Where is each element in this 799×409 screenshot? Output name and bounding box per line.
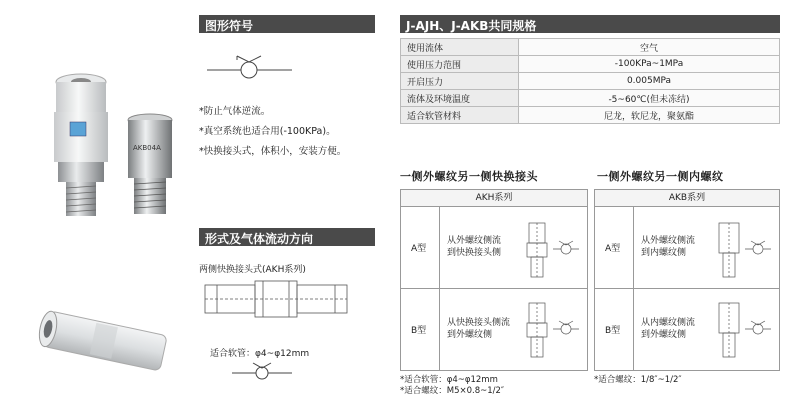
type-label: A型 [411, 244, 427, 254]
symbol-section-title-band [199, 15, 375, 33]
check-valve-symbol-small-icon [232, 360, 292, 384]
spec-label: 使用压力范围 [401, 56, 519, 73]
spec-value: 空气 [519, 39, 780, 56]
flow-section-title-band [199, 228, 375, 246]
akh-notes [400, 375, 504, 397]
product-photo-tube [25, 295, 185, 385]
akh-heading: 一侧外螺纹另一侧快换接头 [400, 170, 538, 183]
akh-cross-section-diagram [203, 279, 349, 319]
spec-value: 尼龙，软尼龙，聚氨酯 [519, 107, 780, 124]
type-label: A型 [605, 244, 621, 254]
table-row [401, 107, 780, 124]
akb-notes [594, 375, 682, 386]
flow-desc: 从快换接头侧流 到外螺纹侧 [447, 318, 511, 340]
akh-row-a [401, 207, 587, 289]
product-photo-akb [120, 110, 180, 220]
bullet-item: *防止气体逆流。 [199, 106, 271, 117]
akh-series-header: AKH系列 [401, 190, 587, 207]
akb-series-header: AKB系列 [595, 190, 779, 207]
spec-label: 开启压力 [401, 73, 519, 90]
akb-series-box [594, 189, 780, 371]
spec-label: 流体及环境温度 [401, 90, 519, 107]
note-item: *适合螺纹：M5×0.8~1/2″ [400, 386, 505, 396]
spec-label: 适合软管材料 [401, 107, 519, 124]
fitting-diagram-icon [517, 301, 583, 361]
spec-value: -100KPa~1MPa [519, 56, 780, 73]
bullet-item: *快换接头式，体积小，安装方便。 [199, 146, 347, 157]
fitting-diagram-icon [709, 221, 775, 281]
note-item: *适合软管：φ4~φ12mm [400, 375, 498, 385]
flow-caption: 两侧快换接头式(AKH系列) [199, 265, 306, 275]
fitting-diagram-icon [517, 221, 583, 281]
check-valve-symbol-icon [207, 52, 292, 88]
table-row [401, 90, 780, 107]
table-row [401, 56, 780, 73]
type-label: B型 [605, 326, 621, 336]
akh-series-box [400, 189, 588, 371]
product-photo-akh [46, 70, 116, 220]
spec-section-title-band [400, 15, 780, 33]
akb-row-b [595, 289, 779, 371]
akh-row-b [401, 289, 587, 371]
akb-row-a [595, 207, 779, 289]
bullet-item: *真空系统也适合用(-100KPa)。 [199, 126, 336, 137]
note-item: *适合螺纹：1/8″~1/2″ [594, 375, 682, 385]
symbol-section-title: 图形符号 [205, 19, 254, 33]
type-label: B型 [411, 326, 427, 336]
flow-desc: 从内螺纹侧流 到外螺纹侧 [641, 318, 696, 340]
fitting-diagram-icon [709, 301, 775, 361]
table-row [401, 39, 780, 56]
flow-desc: 从外螺纹侧流 到内螺纹侧 [641, 236, 696, 258]
flow-desc: 从外螺纹侧流 到快换接头侧 [447, 236, 502, 258]
spec-table [400, 38, 780, 124]
flow-section-title: 形式及气体流动方向 [205, 232, 314, 246]
tube-note: 适合软管：φ4~φ12mm [210, 349, 310, 359]
spec-value: 0.005MPa [519, 73, 780, 90]
akb-heading: 一侧外螺纹另一侧内螺纹 [597, 170, 724, 183]
symbol-bullets [199, 102, 346, 162]
spec-value: -5~60℃(但未冻结) [519, 90, 780, 107]
table-row [401, 73, 780, 90]
product-label: AKB04A [133, 144, 161, 152]
spec-section-title: J-AJH、J-AKB共同规格 [406, 19, 537, 33]
spec-label: 使用流体 [401, 39, 519, 56]
